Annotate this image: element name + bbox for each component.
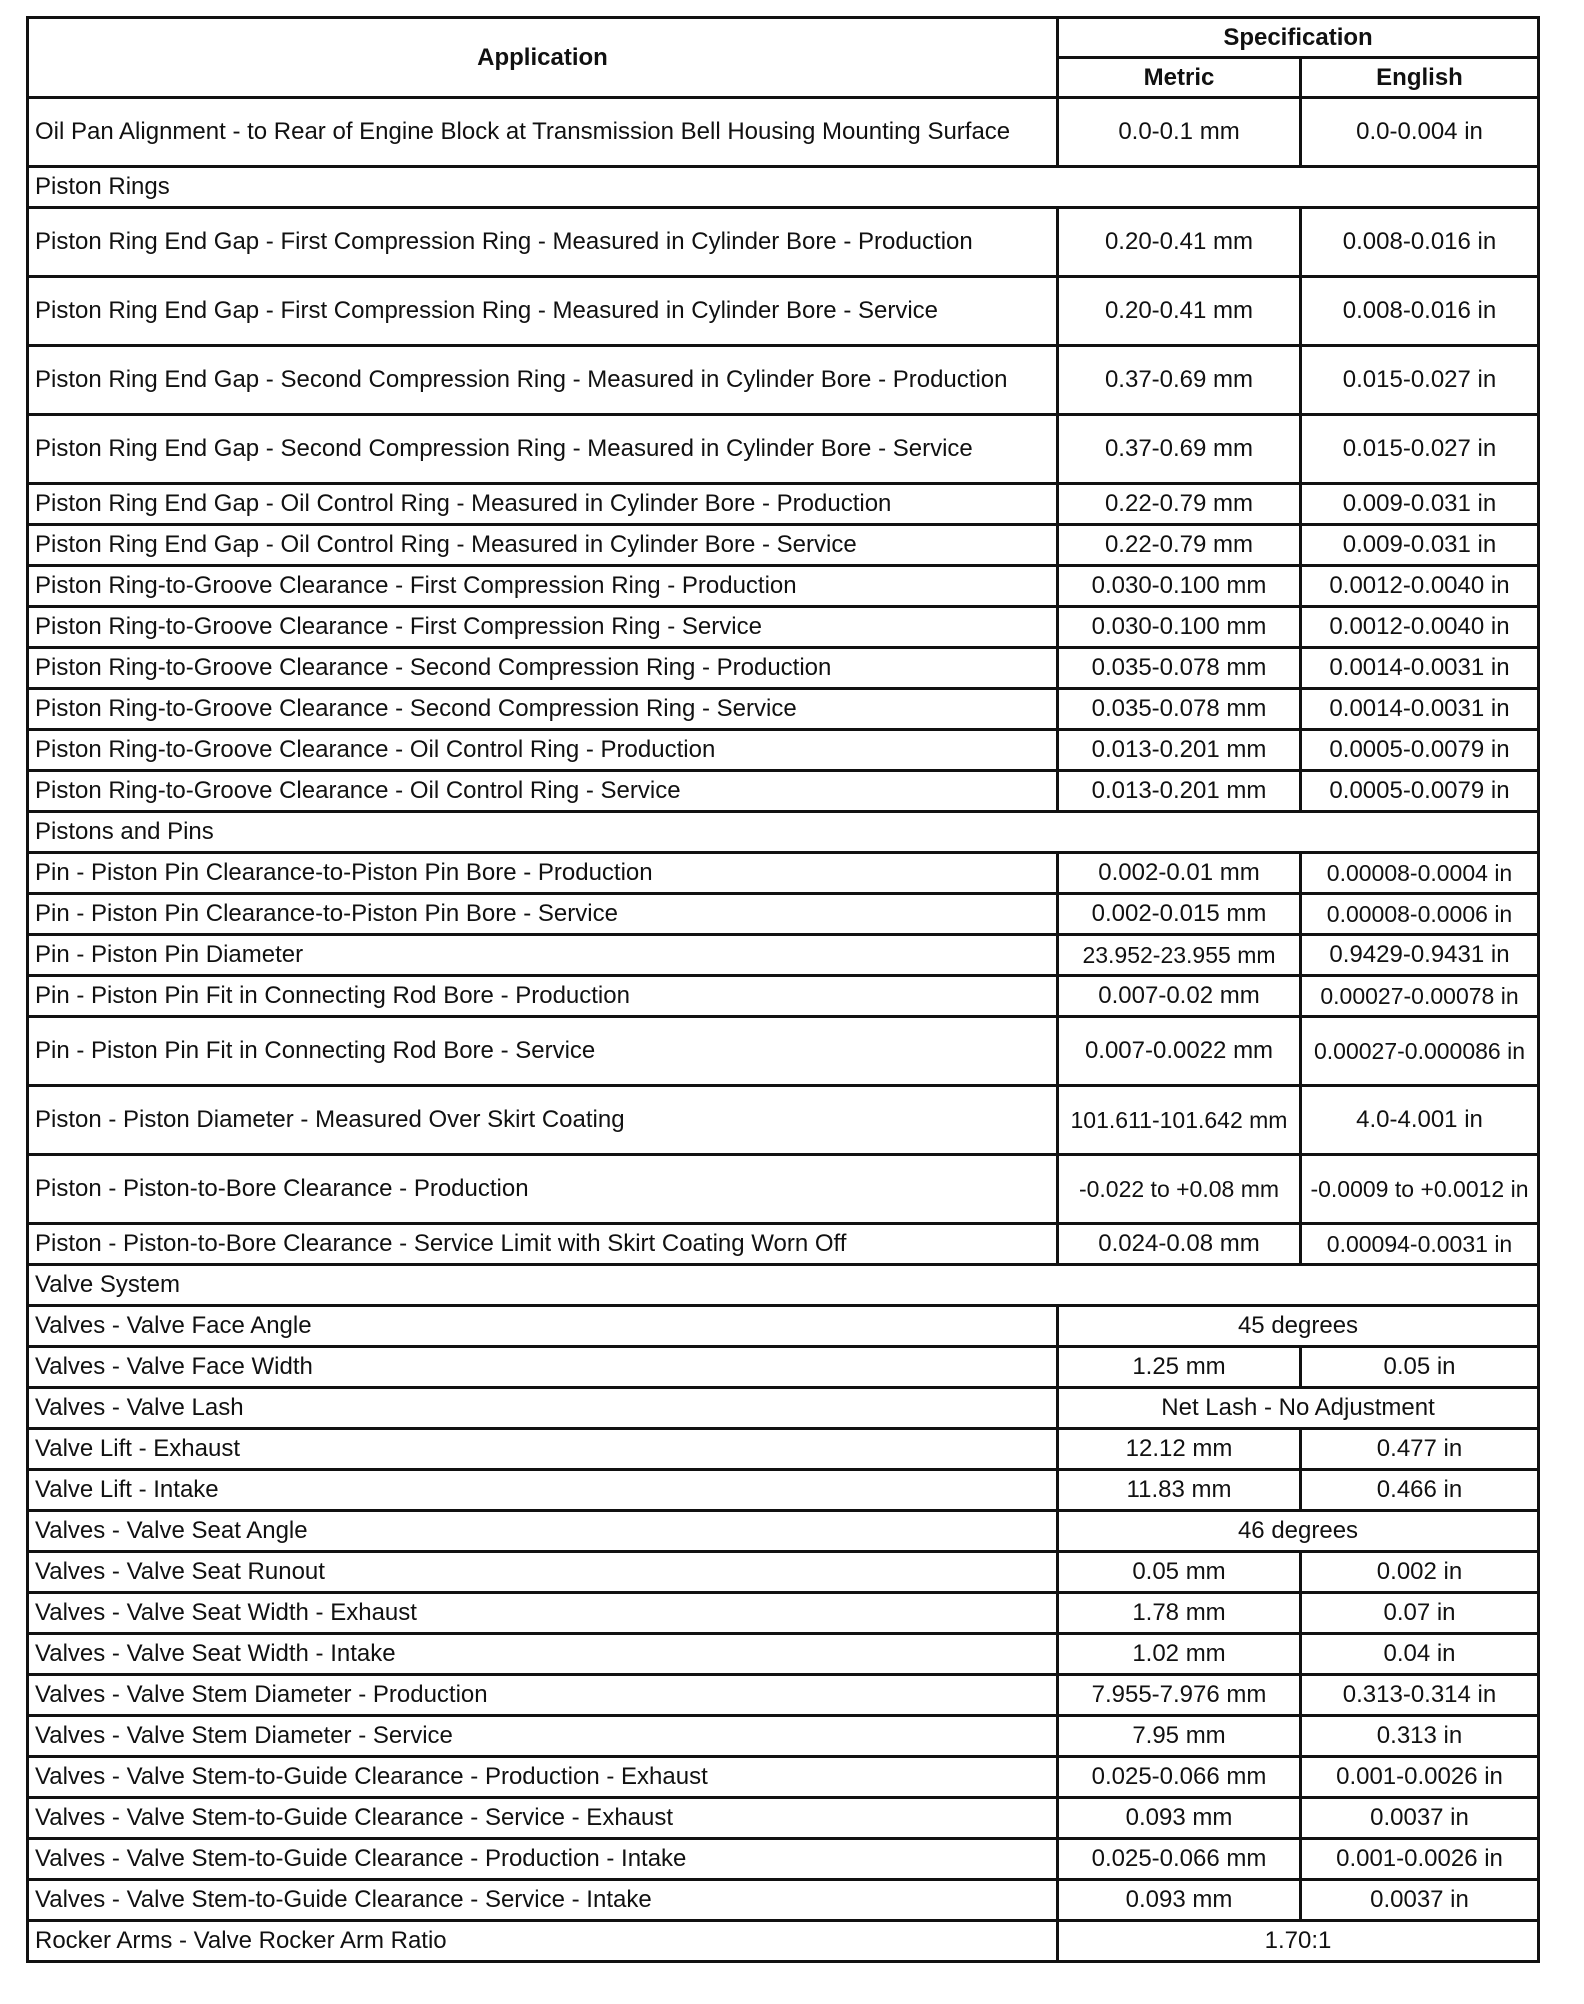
section-header-row (28, 1265, 1539, 1306)
metric-cell: 0.093 mm (1058, 1798, 1301, 1839)
combined-spec-cell: 1.70:1 (1058, 1921, 1539, 1962)
metric-cell: -0.022 to +0.08 mm (1058, 1155, 1301, 1224)
english-cell: 0.00008-0.0004 in (1301, 853, 1539, 894)
spec-row (28, 689, 1539, 730)
metric-cell: 1.78 mm (1058, 1593, 1301, 1634)
section-header-row (28, 812, 1539, 853)
section-header-row (28, 167, 1539, 208)
english-cell: 0.00027-0.00078 in (1301, 976, 1539, 1017)
spec-row (28, 1921, 1539, 1962)
english-cell: 0.313-0.314 in (1301, 1675, 1539, 1716)
specification-table (26, 16, 1540, 1963)
spec-row (28, 730, 1539, 771)
application-cell: Piston - Piston Diameter - Measured Over Skirt Coating (28, 1086, 1058, 1155)
application-cell: Valves - Valve Lash (28, 1388, 1058, 1429)
english-cell: 0.0037 in (1301, 1798, 1539, 1839)
metric-cell: 0.013-0.201 mm (1058, 771, 1301, 812)
metric-cell: 0.0-0.1 mm (1058, 98, 1301, 167)
application-cell: Piston Ring-to-Groove Clearance - Oil Control Ring - Service (28, 771, 1058, 812)
metric-cell: 0.002-0.015 mm (1058, 894, 1301, 935)
metric-cell: 0.035-0.078 mm (1058, 648, 1301, 689)
spec-row (28, 1086, 1539, 1155)
english-cell: 0.9429-0.9431 in (1301, 935, 1539, 976)
metric-cell: 0.22-0.79 mm (1058, 484, 1301, 525)
spec-row (28, 1388, 1539, 1429)
spec-row (28, 208, 1539, 277)
spec-row (28, 1839, 1539, 1880)
english-cell: 0.477 in (1301, 1429, 1539, 1470)
spec-row (28, 1798, 1539, 1839)
application-cell: Valves - Valve Stem-to-Guide Clearance - Production - Exhaust (28, 1757, 1058, 1798)
application-cell: Piston Ring End Gap - First Compression Ring - Measured in Cylinder Bore - Service (28, 277, 1058, 346)
metric-cell: 0.37-0.69 mm (1058, 346, 1301, 415)
application-cell: Valve Lift - Exhaust (28, 1429, 1058, 1470)
metric-cell: 1.02 mm (1058, 1634, 1301, 1675)
metric-cell: 0.030-0.100 mm (1058, 566, 1301, 607)
application-cell: Piston Ring End Gap - Second Compression Ring - Measured in Cylinder Bore - Production (28, 346, 1058, 415)
english-cell: 0.0005-0.0079 in (1301, 771, 1539, 812)
metric-cell: 0.025-0.066 mm (1058, 1757, 1301, 1798)
spec-row (28, 935, 1539, 976)
english-cell: 0.313 in (1301, 1716, 1539, 1757)
header-row-top (28, 18, 1539, 58)
metric-cell: 1.25 mm (1058, 1347, 1301, 1388)
spec-row (28, 771, 1539, 812)
section-title: Piston Rings (28, 167, 1539, 208)
metric-cell: 0.007-0.02 mm (1058, 976, 1301, 1017)
english-cell: 0.05 in (1301, 1347, 1539, 1388)
combined-spec-cell: 45 degrees (1058, 1306, 1539, 1347)
application-cell: Piston Ring-to-Groove Clearance - Second Compression Ring - Production (28, 648, 1058, 689)
english-cell: 0.466 in (1301, 1470, 1539, 1511)
spec-row (28, 1429, 1539, 1470)
english-cell: 0.009-0.031 in (1301, 525, 1539, 566)
spec-row (28, 415, 1539, 484)
application-header: Application (28, 18, 1058, 98)
spec-row (28, 853, 1539, 894)
english-cell: 0.04 in (1301, 1634, 1539, 1675)
metric-cell: 0.22-0.79 mm (1058, 525, 1301, 566)
spec-row (28, 1675, 1539, 1716)
application-cell: Valves - Valve Seat Width - Intake (28, 1634, 1058, 1675)
spec-row (28, 1716, 1539, 1757)
application-cell: Pin - Piston Pin Clearance-to-Piston Pin Bore - Service (28, 894, 1058, 935)
metric-cell: 0.002-0.01 mm (1058, 853, 1301, 894)
english-cell: 0.008-0.016 in (1301, 277, 1539, 346)
metric-cell: 0.024-0.08 mm (1058, 1224, 1301, 1265)
metric-cell: 101.611-101.642 mm (1058, 1086, 1301, 1155)
metric-cell: 23.952-23.955 mm (1058, 935, 1301, 976)
application-cell: Valve Lift - Intake (28, 1470, 1058, 1511)
section-title: Pistons and Pins (28, 812, 1539, 853)
spec-row (28, 277, 1539, 346)
english-cell: 4.0-4.001 in (1301, 1086, 1539, 1155)
application-cell: Piston Ring End Gap - Oil Control Ring - Measured in Cylinder Bore - Production (28, 484, 1058, 525)
metric-cell: 7.95 mm (1058, 1716, 1301, 1757)
application-cell: Rocker Arms - Valve Rocker Arm Ratio (28, 1921, 1058, 1962)
application-cell: Piston Ring-to-Groove Clearance - First Compression Ring - Service (28, 607, 1058, 648)
english-cell: 0.0014-0.0031 in (1301, 648, 1539, 689)
english-cell: 0.009-0.031 in (1301, 484, 1539, 525)
english-cell: 0.0-0.004 in (1301, 98, 1539, 167)
application-cell: Pin - Piston Pin Diameter (28, 935, 1058, 976)
spec-row (28, 1017, 1539, 1086)
english-cell: 0.001-0.0026 in (1301, 1839, 1539, 1880)
application-cell: Oil Pan Alignment - to Rear of Engine Block at Transmission Bell Housing Mounting Surface (28, 98, 1058, 167)
metric-cell: 0.37-0.69 mm (1058, 415, 1301, 484)
spec-row (28, 1224, 1539, 1265)
english-cell: 0.07 in (1301, 1593, 1539, 1634)
spec-row (28, 98, 1539, 167)
english-header: English (1301, 58, 1539, 98)
spec-row (28, 1757, 1539, 1798)
english-cell: 0.0005-0.0079 in (1301, 730, 1539, 771)
english-cell: 0.00027-0.000086 in (1301, 1017, 1539, 1086)
english-cell: 0.008-0.016 in (1301, 208, 1539, 277)
english-cell: 0.0014-0.0031 in (1301, 689, 1539, 730)
metric-cell: 11.83 mm (1058, 1470, 1301, 1511)
application-cell: Pin - Piston Pin Clearance-to-Piston Pin Bore - Production (28, 853, 1058, 894)
metric-cell: 0.035-0.078 mm (1058, 689, 1301, 730)
application-cell: Piston - Piston-to-Bore Clearance - Production (28, 1155, 1058, 1224)
application-cell: Valves - Valve Stem-to-Guide Clearance - Service - Exhaust (28, 1798, 1058, 1839)
application-cell: Valves - Valve Stem Diameter - Service (28, 1716, 1058, 1757)
application-cell: Piston - Piston-to-Bore Clearance - Service Limit with Skirt Coating Worn Off (28, 1224, 1058, 1265)
application-cell: Piston Ring End Gap - First Compression Ring - Measured in Cylinder Bore - Production (28, 208, 1058, 277)
english-cell: 0.00008-0.0006 in (1301, 894, 1539, 935)
english-cell: 0.015-0.027 in (1301, 346, 1539, 415)
specification-rows (28, 98, 1539, 1962)
spec-row (28, 1552, 1539, 1593)
spec-row (28, 1470, 1539, 1511)
application-cell: Piston Ring-to-Groove Clearance - First Compression Ring - Production (28, 566, 1058, 607)
metric-cell: 0.007-0.0022 mm (1058, 1017, 1301, 1086)
application-cell: Valves - Valve Face Width (28, 1347, 1058, 1388)
spec-row (28, 1306, 1539, 1347)
application-cell: Piston Ring End Gap - Second Compression Ring - Measured in Cylinder Bore - Service (28, 415, 1058, 484)
application-cell: Piston Ring-to-Groove Clearance - Oil Control Ring - Production (28, 730, 1058, 771)
application-cell: Piston Ring End Gap - Oil Control Ring - Measured in Cylinder Bore - Service (28, 525, 1058, 566)
metric-header: Metric (1058, 58, 1301, 98)
metric-cell: 0.05 mm (1058, 1552, 1301, 1593)
application-cell: Valves - Valve Seat Angle (28, 1511, 1058, 1552)
spec-row (28, 976, 1539, 1017)
english-cell: 0.0012-0.0040 in (1301, 566, 1539, 607)
english-cell: 0.002 in (1301, 1552, 1539, 1593)
application-cell: Valves - Valve Stem-to-Guide Clearance - Production - Intake (28, 1839, 1058, 1880)
english-cell: 0.0037 in (1301, 1880, 1539, 1921)
application-cell: Valves - Valve Seat Runout (28, 1552, 1058, 1593)
metric-cell: 0.013-0.201 mm (1058, 730, 1301, 771)
metric-cell: 0.030-0.100 mm (1058, 607, 1301, 648)
spec-row (28, 1155, 1539, 1224)
metric-cell: 0.20-0.41 mm (1058, 208, 1301, 277)
application-cell: Pin - Piston Pin Fit in Connecting Rod Bore - Production (28, 976, 1058, 1017)
combined-spec-cell: 46 degrees (1058, 1511, 1539, 1552)
application-cell: Pin - Piston Pin Fit in Connecting Rod Bore - Service (28, 1017, 1058, 1086)
english-cell: 0.015-0.027 in (1301, 415, 1539, 484)
metric-cell: 12.12 mm (1058, 1429, 1301, 1470)
spec-row (28, 607, 1539, 648)
metric-cell: 0.025-0.066 mm (1058, 1839, 1301, 1880)
spec-row (28, 1511, 1539, 1552)
metric-cell: 0.093 mm (1058, 1880, 1301, 1921)
spec-row (28, 566, 1539, 607)
metric-cell: 0.20-0.41 mm (1058, 277, 1301, 346)
application-cell: Valves - Valve Stem-to-Guide Clearance - Service - Intake (28, 1880, 1058, 1921)
spec-row (28, 1347, 1539, 1388)
english-cell: 0.00094-0.0031 in (1301, 1224, 1539, 1265)
spec-row (28, 894, 1539, 935)
specification-header: Specification (1058, 18, 1539, 58)
application-cell: Valves - Valve Face Angle (28, 1306, 1058, 1347)
application-cell: Valves - Valve Seat Width - Exhaust (28, 1593, 1058, 1634)
application-cell: Valves - Valve Stem Diameter - Production (28, 1675, 1058, 1716)
spec-row (28, 1634, 1539, 1675)
spec-row (28, 648, 1539, 689)
spec-row (28, 525, 1539, 566)
spec-row (28, 346, 1539, 415)
spec-row (28, 1880, 1539, 1921)
english-cell: 0.0012-0.0040 in (1301, 607, 1539, 648)
combined-spec-cell: Net Lash - No Adjustment (1058, 1388, 1539, 1429)
section-title: Valve System (28, 1265, 1539, 1306)
metric-cell: 7.955-7.976 mm (1058, 1675, 1301, 1716)
english-cell: -0.0009 to +0.0012 in (1301, 1155, 1539, 1224)
spec-row (28, 1593, 1539, 1634)
english-cell: 0.001-0.0026 in (1301, 1757, 1539, 1798)
spec-row (28, 484, 1539, 525)
application-cell: Piston Ring-to-Groove Clearance - Second Compression Ring - Service (28, 689, 1058, 730)
